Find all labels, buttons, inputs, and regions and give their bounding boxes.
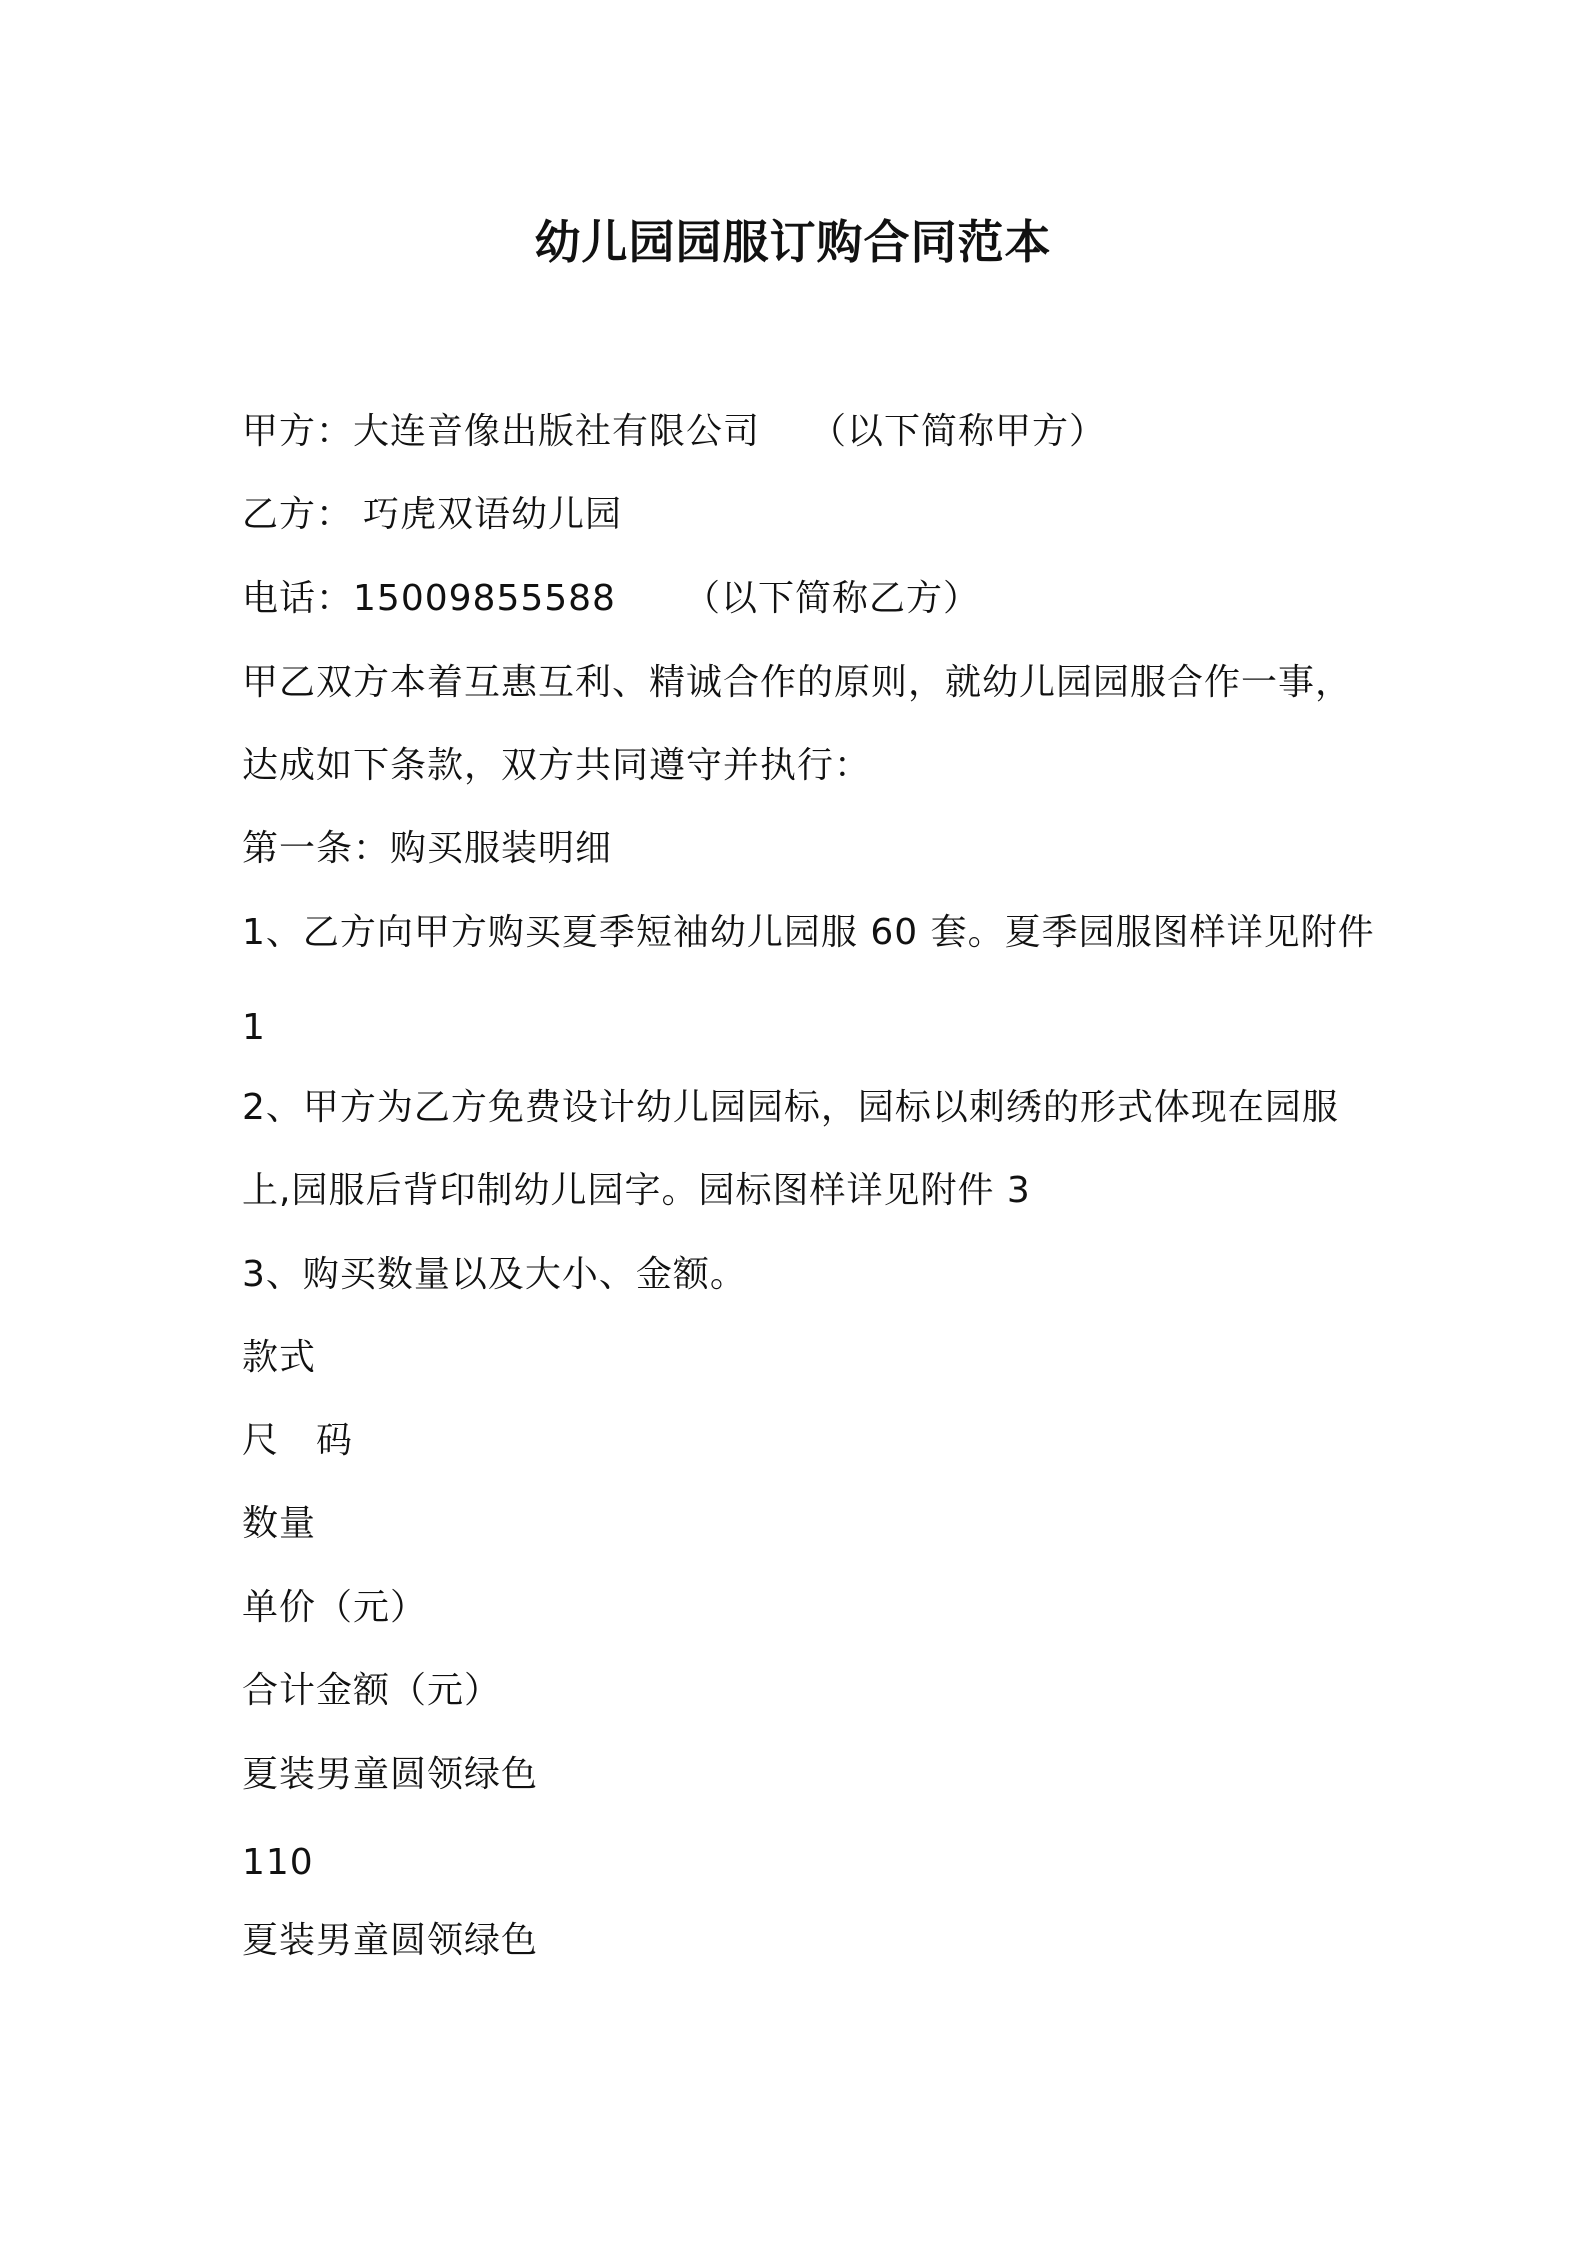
table-header-unit-price: 单价（元） — [242, 1587, 428, 1628]
intro-line-2: 达成如下条款，双方共同遵守并执行： — [242, 745, 872, 786]
table-header-style: 款式 — [242, 1337, 317, 1378]
intro-line-1: 甲乙双方本着互惠互利、精诚合作的原则，就幼儿园园服合作一事， — [242, 662, 1353, 703]
party-a-line — [242, 407, 1106, 457]
table-header-size: 尺 码 — [242, 1420, 354, 1461]
party-a-name: 大连音像出版社有限公司 — [353, 411, 761, 452]
party-b-note: （以下简称乙方） — [683, 578, 980, 619]
phone-label: 电话： — [242, 578, 354, 619]
item-2-line-1: 2、甲方为乙方免费设计幼儿园园标，园标以刺绣的形式体现在园服 — [242, 1087, 1339, 1128]
item-2-line-2: 上,园服后背印制幼儿园字。园标图样详见附件 3 — [242, 1170, 1031, 1211]
phone-number: 15009855588 — [353, 578, 616, 619]
item-3: 3、购买数量以及大小、金额。 — [242, 1254, 747, 1295]
party-b-line — [242, 490, 622, 540]
document-title: 幼儿园园服订购合同范本 — [534, 215, 1052, 269]
item-1-line-1: 1、乙方向甲方购买夏季短袖幼儿园服 60 套。夏季园服图样详见附件 — [242, 912, 1375, 953]
row-1-style: 夏装男童圆领绿色 — [242, 1754, 539, 1795]
party-b-name: 巧虎双语幼儿园 — [363, 494, 623, 535]
row-1-size: 110 — [242, 1842, 314, 1883]
item-1-line-2: 1 — [242, 1007, 266, 1048]
table-header-quantity: 数量 — [242, 1503, 317, 1544]
party-a-label: 甲方： — [242, 411, 354, 452]
table-header-total: 合计金额（元） — [242, 1670, 502, 1711]
party-b-label: 乙方： — [242, 494, 354, 535]
row-2-style: 夏装男童圆领绿色 — [242, 1920, 539, 1961]
party-a-note: （以下简称甲方） — [810, 411, 1107, 452]
article-1-heading: 第一条：购买服装明细 — [242, 828, 613, 869]
phone-line — [242, 574, 980, 624]
